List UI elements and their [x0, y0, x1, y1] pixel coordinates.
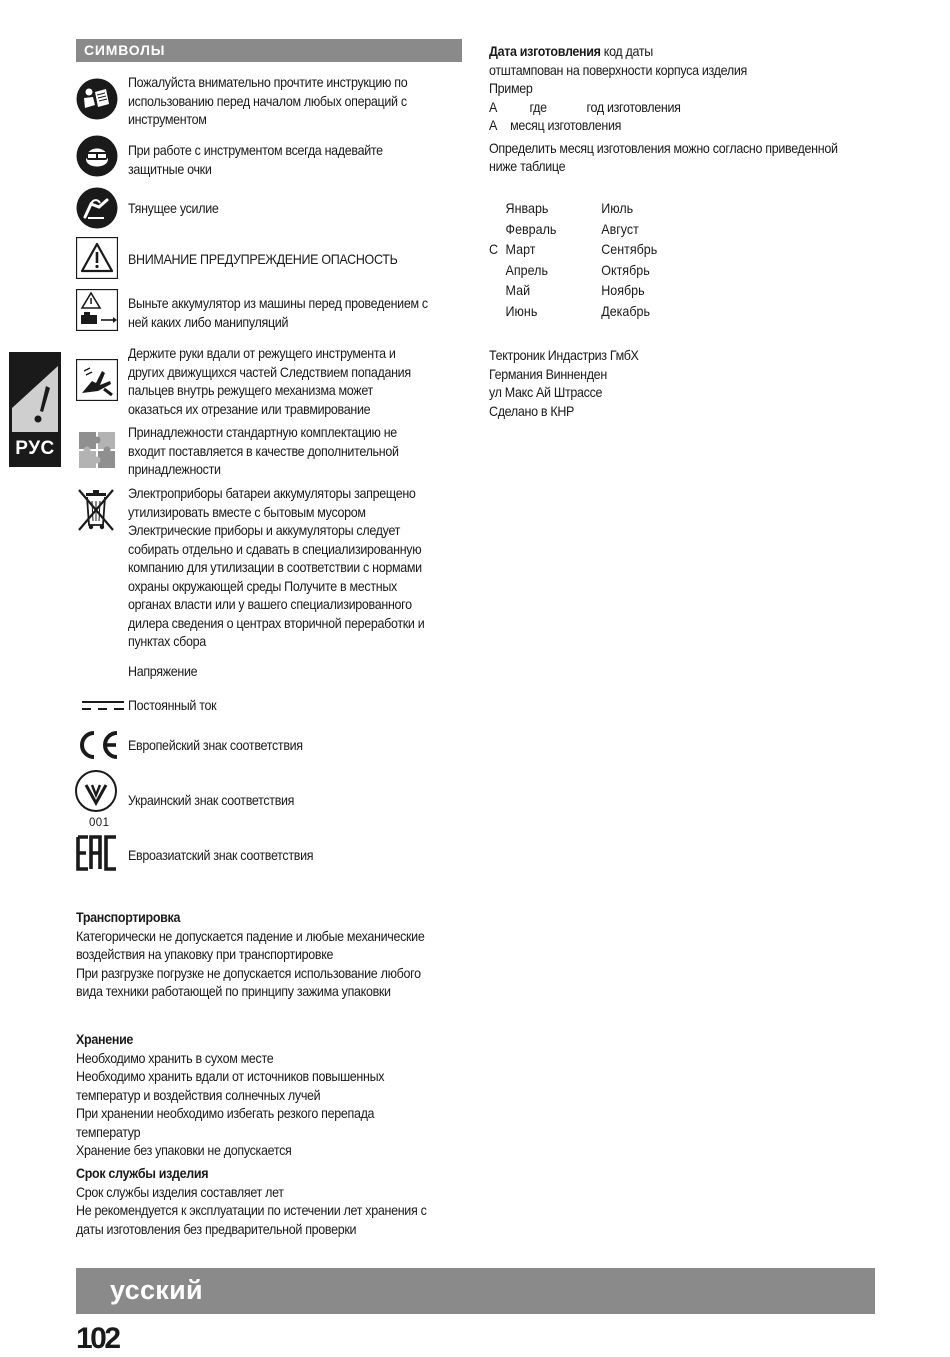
month-row	[489, 200, 673, 221]
text-line: Принадлежности стандартную комплектацию не	[128, 425, 397, 440]
text-line: входит поставляется в качестве дополнительной	[128, 443, 399, 459]
text-line: Категорически не допускается падение и любые механические	[76, 928, 425, 944]
example-letter: А	[489, 99, 498, 115]
service-life-title: Срок службы изделия	[76, 1166, 209, 1181]
month-row	[489, 282, 673, 303]
text-line: компанию для утилизации в соответствии с нормами	[128, 560, 422, 575]
section-header	[76, 39, 462, 62]
page-number: 102	[76, 1322, 119, 1355]
text-line: Сделано в КНР	[489, 403, 575, 419]
month-right: Ноябрь	[601, 283, 645, 298]
company-address	[489, 347, 765, 421]
text-line: охраны окружающей среды Получите в местных	[128, 578, 397, 594]
text-line: ней каких либо манипуляций	[128, 314, 289, 330]
text-line: Украинский знак соответствия	[128, 793, 295, 808]
transport-title: Транспортировка	[76, 910, 181, 925]
language-tab	[9, 352, 61, 467]
symbol-goggles-text	[128, 142, 445, 179]
month-left: Май	[505, 283, 531, 298]
eac-mark-icon	[76, 835, 118, 871]
text-line: Постоянный ток	[128, 698, 217, 713]
symbol-dc-text	[128, 697, 445, 716]
text-line: Германия Винненден	[489, 366, 607, 382]
crossed-bin-icon	[76, 487, 116, 533]
text-line: пунктах сбора	[128, 634, 206, 649]
symbol-battery-text	[128, 295, 445, 332]
month-right: Декабрь	[601, 303, 651, 319]
symbol-voltage-text	[128, 663, 445, 682]
text-line: инструментом	[128, 112, 207, 127]
month-left: Июнь	[505, 303, 538, 319]
text-line: Держите руки вдали от режущего инструмента и	[128, 346, 396, 361]
text-line: ВНИМАНИЕ ПРЕДУПРЕЖДЕНИЕ ОПАСНОСТЬ	[128, 252, 398, 267]
text-line: органах власти или у вашего специализированного	[128, 597, 412, 612]
month-left: Январь	[505, 201, 549, 216]
ce-mark-icon	[76, 729, 120, 761]
warning-exclamation-icon	[10, 364, 60, 434]
text-line: ул Макс Ай Штрассе	[489, 385, 603, 400]
text-line: Хранение без упаковки не допускается	[76, 1143, 292, 1158]
month-row	[489, 303, 673, 324]
symbol-ce-text	[128, 737, 445, 756]
manufacture-title: Дата изготовления	[489, 44, 601, 59]
text-line: Определить месяц изготовления можно согласно приведенной	[489, 140, 838, 156]
text-line: вида техники работающей по принципу зажима упаковки	[76, 984, 391, 999]
text-line: Евроазиатский знак соответствия	[128, 848, 314, 863]
text-line: Пример	[489, 81, 533, 96]
manufacture-title-suffix: код даты	[600, 44, 653, 59]
text-line: пальцев внутрь режущего механизма может	[128, 383, 373, 398]
month-row	[489, 221, 673, 242]
symbol-pulling-text	[128, 200, 445, 219]
text-line: воздействия на упаковку при транспортировке	[76, 947, 334, 962]
read-manual-icon	[76, 78, 118, 120]
section-title: СИМВОЛЫ	[84, 42, 166, 58]
month-right: Сентябрь	[601, 242, 658, 257]
text-line: собирать отдельно и сдавать в специализированную	[128, 541, 422, 557]
text-line: Тектроник Индастриз ГмбХ	[489, 348, 639, 363]
example-desc: год изготовления	[586, 99, 681, 115]
month-right: Октябрь	[601, 262, 650, 278]
months-table	[489, 200, 673, 323]
text-line: При разгрузке погрузке не допускается использование любого	[76, 965, 421, 981]
text-line: принадлежности	[128, 462, 221, 477]
symbol-accessories-text	[128, 424, 445, 480]
text-line: утилизировать вместе с бытовым мусором	[128, 504, 366, 520]
footer-bar	[76, 1268, 875, 1314]
text-line: При работе с инструментом всегда надевайте	[128, 143, 383, 158]
ukraine-conformity-icon	[75, 769, 119, 815]
storage-title: Хранение	[76, 1032, 134, 1047]
text-line: использованию перед началом любых операций с	[128, 93, 407, 109]
storage-section	[76, 1031, 472, 1161]
month-prefix: С	[489, 242, 499, 257]
example-row	[489, 117, 866, 136]
example-row	[489, 99, 866, 118]
text-line: других движущихся частей Следствием попадания	[128, 364, 411, 380]
text-line: ниже таблице	[489, 159, 566, 174]
symbol-read-manual-text	[128, 74, 445, 130]
text-line: Электроприборы батареи аккумуляторы запрещено	[128, 486, 416, 501]
text-line: Необходимо хранить в сухом месте	[76, 1050, 274, 1066]
text-line: Необходимо хранить вдали от источников повышенных	[76, 1069, 385, 1084]
text-line: Не рекомендуется к эксплуатации по истечении лет хранения с	[76, 1203, 427, 1218]
footer-title: усский	[110, 1275, 203, 1305]
text-line: даты изготовления без предварительной проверки	[76, 1221, 357, 1237]
safety-goggles-icon	[76, 135, 118, 177]
month-left: Март	[505, 242, 536, 257]
ua-mark-code: 001	[89, 817, 110, 829]
symbol-ua-text	[128, 792, 445, 811]
text-line: температур и воздействия солнечных лучей	[76, 1087, 321, 1103]
symbol-disposal-text	[128, 485, 445, 652]
text-line: Электрические приборы и аккумуляторы следует	[128, 523, 401, 538]
text-line: Тянущее усилие	[128, 201, 219, 216]
manufacture-section	[489, 43, 866, 177]
month-left: Апрель	[505, 262, 548, 278]
text-line: температур	[76, 1124, 141, 1140]
manufacture-heading	[489, 43, 866, 62]
text-line: Пожалуйста внимательно прочтите инструкцию по	[128, 75, 408, 90]
pulling-force-icon	[76, 187, 118, 229]
text-line: дилера сведения о центрах вторичной переработки и	[128, 615, 425, 631]
service-life-section	[76, 1165, 472, 1239]
month-row	[489, 241, 673, 262]
symbol-hands-text	[128, 345, 445, 419]
warning-triangle-icon	[76, 237, 118, 279]
month-right: Август	[601, 221, 639, 237]
example-letter: А	[489, 118, 498, 133]
text-line: оказаться их отрезание или травмирование	[128, 401, 371, 417]
accessories-puzzle-icon	[76, 429, 118, 471]
text-line: Напряжение	[128, 664, 198, 679]
example-word: где	[529, 99, 547, 115]
keep-hands-away-icon	[76, 359, 118, 401]
month-left: Февраль	[505, 221, 557, 237]
example-desc: месяц изготовления	[510, 118, 622, 133]
remove-battery-icon	[76, 289, 118, 331]
month-right: Июль	[601, 201, 634, 216]
text-line: Срок службы изделия составляет лет	[76, 1184, 284, 1200]
text-line: отштампован на поверхности корпуса изделия	[489, 62, 747, 78]
transport-section	[76, 909, 472, 1002]
text-line: Выньте аккумулятор из машины перед проведением с	[128, 296, 428, 311]
text-line: защитные очки	[128, 161, 212, 177]
text-line: Европейский знак соответствия	[128, 738, 303, 753]
text-line: При хранении необходимо избегать резкого перепада	[76, 1106, 375, 1121]
month-row	[489, 262, 673, 283]
direct-current-icon	[82, 699, 124, 713]
language-code: РУС	[15, 438, 55, 459]
symbol-eac-text	[128, 847, 445, 866]
symbol-warning-text	[128, 251, 445, 270]
